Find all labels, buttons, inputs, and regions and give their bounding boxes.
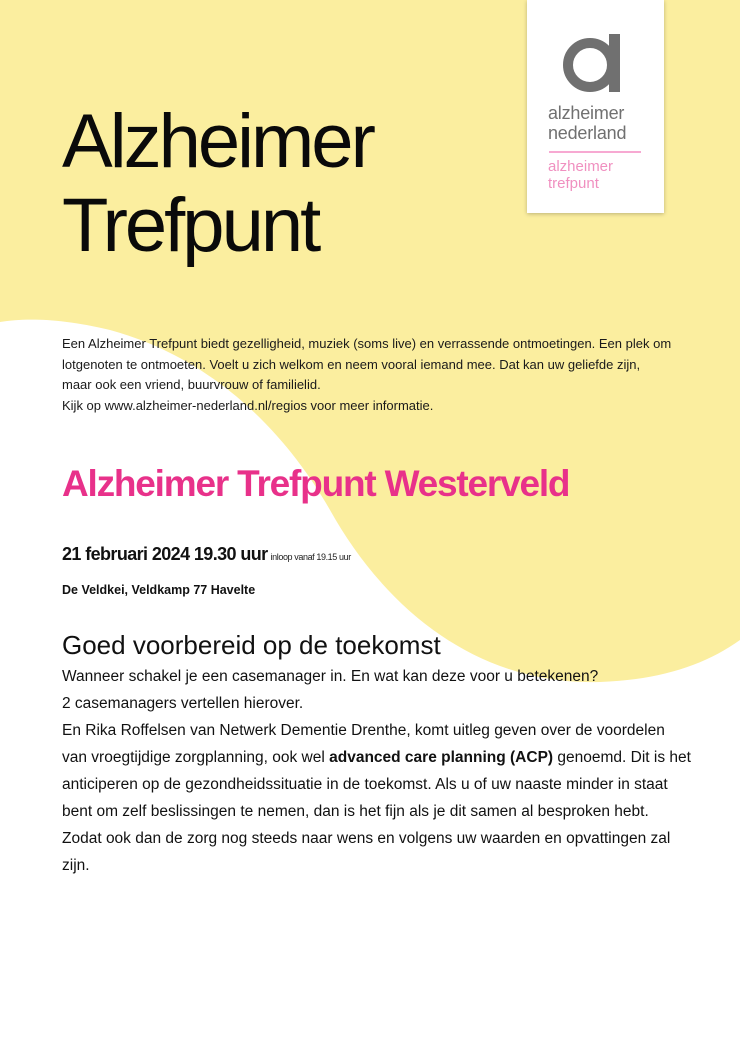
event-date-time: 21 februari 2024 19.30 uur (62, 544, 268, 564)
topic-title: Goed voorbereid op de toekomst (62, 630, 441, 660)
topic-paragraph-end: genoemd. Dit is het anticiperen op de gezondheidssituatie in de toekomst. Als u of uw naaste minder in staat bent om zelf beslissingen te nemen, dan is het fijn als je dit samen al besproken hebt. Zodat ook dan de zorg nog steeds naar wens en volgens uw waarden en opvattingen zal zijn. (62, 749, 691, 874)
page-title-line1: Alzheimer (62, 99, 373, 184)
topic-acp-term: advanced care planning (ACP) (329, 749, 554, 766)
event-walk-in-note: inloop vanaf 19.15 uur (270, 552, 351, 562)
topic-line-2: 2 casemanagers vertellen hierover. (62, 695, 304, 712)
logo-card (527, 0, 664, 213)
alzheimer-a-logo-icon (562, 30, 628, 96)
topic-line-1: Wanneer schakel je een casemanager in. En wat kan deze voor u betekenen? (62, 668, 599, 685)
logo-wordmark (548, 103, 658, 143)
topic-paragraph-start: En Rika Roffelsen van Netwerk Dementie Drenthe, komt uitleg geven over de voordelen van vroegtijdige zorgplanning, ook wel (62, 722, 665, 766)
event-title: Alzheimer Trefpunt Westerveld (62, 463, 570, 504)
event-location: De Veldkei, Veldkamp 77 Havelte (62, 583, 256, 597)
intro-paragraph: Een Alzheimer Trefpunt biedt gezelligheid, muziek (soms live) en verrassende ontmoetingen. Een plek om lotgenoten te ontmoeten. Voelt u zich welkom en neem vooral iemand mee. Dat kan uw geliefde zijn, maar ook een vriend, buurvrouw of familielid. (62, 336, 672, 392)
logo-sub-line2: trefpunt (548, 175, 599, 192)
logo-name-line1: alzheimer (548, 103, 625, 123)
logo-subbrand (548, 158, 658, 192)
topic-body (62, 663, 692, 879)
topic-paragraph (62, 717, 692, 879)
page-title-line2: Trefpunt (62, 183, 319, 268)
page-title (62, 100, 522, 268)
logo-name-line2: nederland (548, 123, 627, 143)
logo-divider (549, 151, 641, 153)
logo-sub-line1: alzheimer (548, 158, 614, 175)
event-date-line (62, 544, 562, 565)
intro-section (62, 334, 672, 416)
intro-link-line: Kijk op www.alzheimer-nederland.nl/regios voor meer informatie. (62, 397, 434, 413)
